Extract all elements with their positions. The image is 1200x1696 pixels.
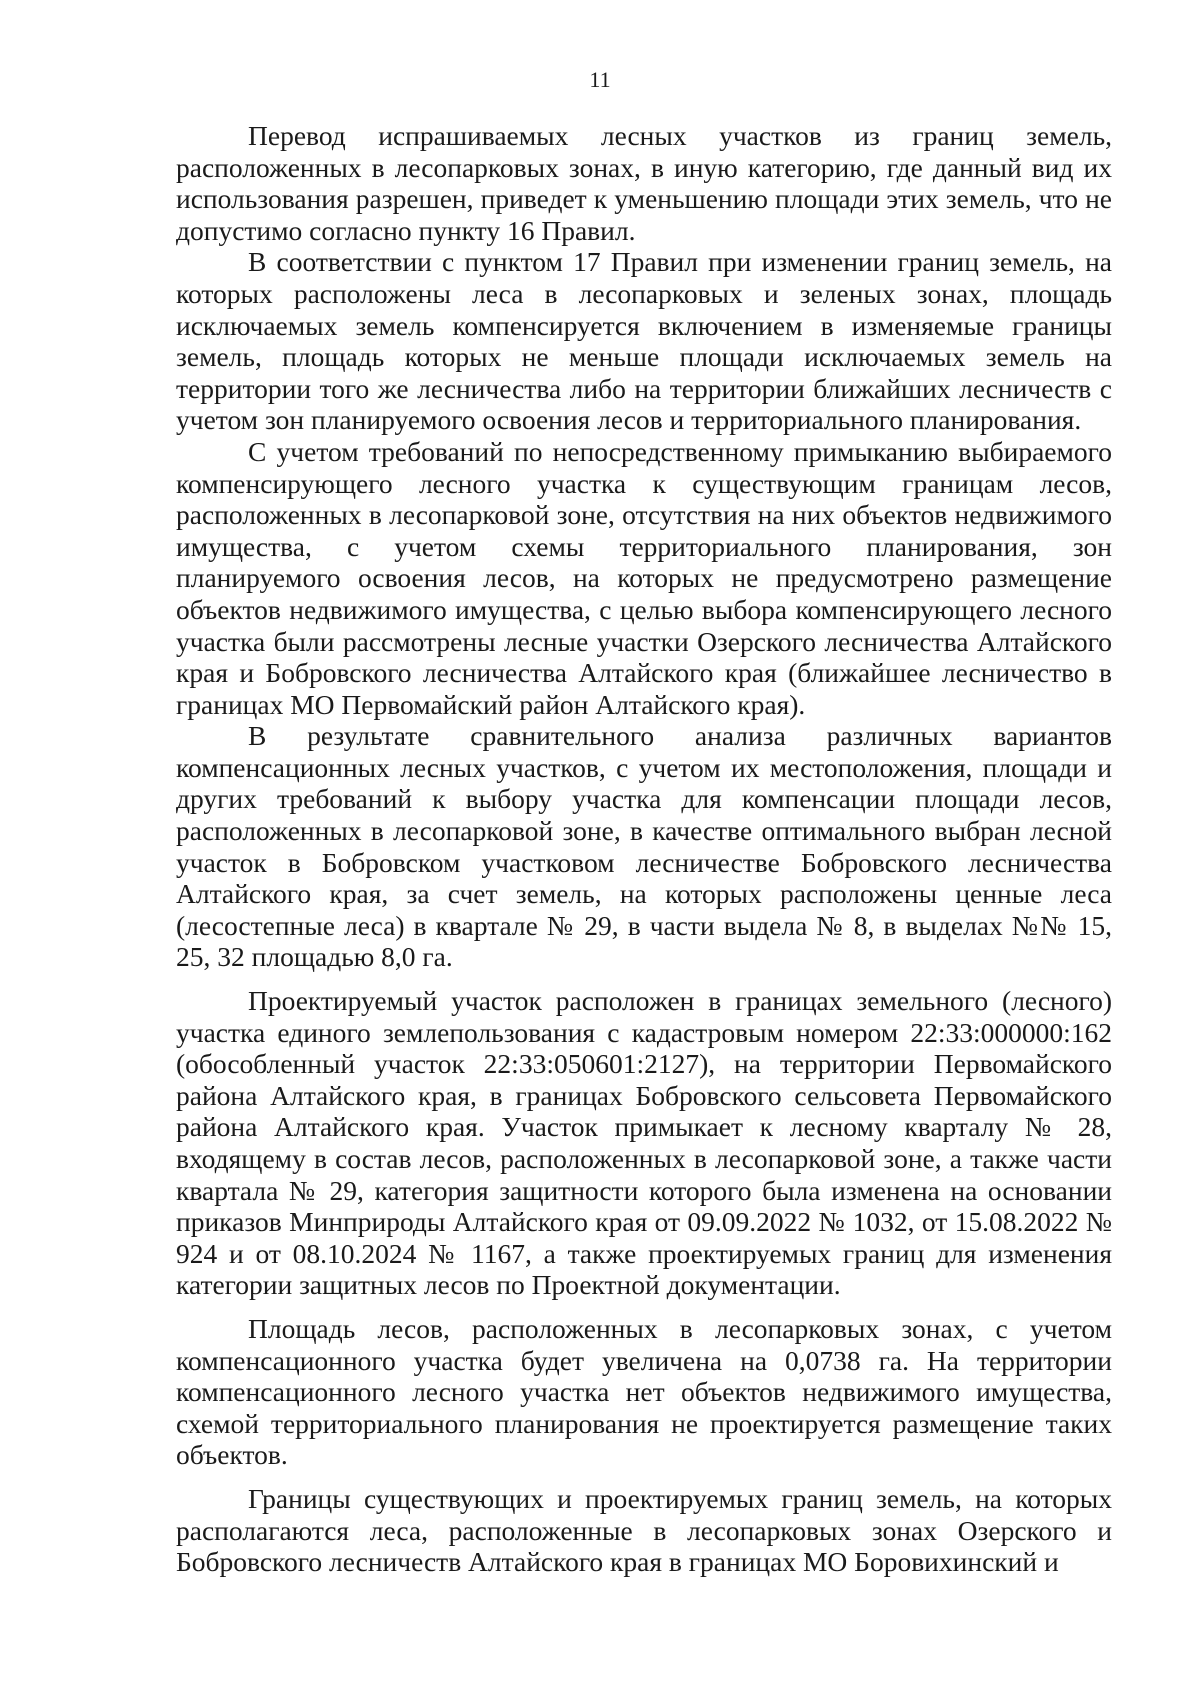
paragraph-6: Площадь лесов, расположенных в лесопарковых зонах, с учетом компенсационного участка будет увеличена на 0,0738 га. На территории компенсационного лесного участка нет объектов недвижимого имущества, схемой территориального планирования не проектируется размещение таких объектов.	[176, 1312, 1112, 1471]
paragraph-7: Границы существующих и проектируемых границ земель, на которых располагаются леса, расположенные в лесопарковых зонах Озерского и Бобровского лесничеств Алтайского края в границах МО Боровихинский и	[176, 1482, 1112, 1578]
paragraph-5: Проектируемый участок расположен в границах земельного (лесного) участка единого землепользования с кадастровым номером 22:33:000000:162 (обособленный участок 22:33:050601:2127), на территории Первомайского района Алтайского края, в границах Бобровского сельсовета Первомайского района Алтайского края. Участок примыкает к лесному кварталу № 28, входящему в состав лесов, расположенных в лесопарковой зоне, а также части квартала № 29, категория защитности которого была изменена на основании приказов Минприроды Алтайского края от 09.09.2022 № 1032, от 15.08.2022 № 924 и от 08.10.2024 № 1167, а также проектируемых границ для изменения категории защитных лесов по Проектной документации.	[176, 985, 1112, 1301]
paragraph-1: Перевод испрашиваемых лесных участков из границ земель, расположенных в лесопарковых зонах, в иную категорию, где данный вид их использования разрешен, приведет к уменьшению площади этих земель, что не допустимо согласно пункту 16 Правил.	[176, 120, 1112, 246]
paragraph-4: В результате сравнительного анализа различных вариантов компенсационных лесных участков, с учетом их местоположения, площади и других требований к выбору участка для компенсации площади лесов, расположенных в лесопарковой зоне, в качестве оптимального выбран лесной участок в Бобровском участковом лесничестве Бобровского лесничества Алтайского края, за счет земель, на которых расположены ценные леса (лесостепные леса) в квартале № 29, в части выдела № 8, в выделах №№ 15, 25, 32 площадью 8,0 га.	[176, 720, 1112, 973]
document-body	[176, 120, 1112, 1578]
paragraph-3: С учетом требований по непосредственному примыканию выбираемого компенсирующего лесного участка к существующим границам лесов, расположенных в лесопарковой зоне, отсутствия на них объектов недвижимого имущества, с учетом схемы территориального планирования, зон планируемого освоения лесов, на которых не предусмотрено размещение объектов недвижимого имущества, с целью выбора компенсирующего лесного участка были рассмотрены лесные участки Озерского лесничества Алтайского края и Бобровского лесничества Алтайского края (ближайшее лесничество в границах МО Первомайский район Алтайского края).	[176, 435, 1112, 720]
page-number: 11	[589, 67, 611, 92]
paragraph-2: В соответствии с пунктом 17 Правил при изменении границ земель, на которых расположены леса в лесопарковых и зеленых зонах, площадь исключаемых земель компенсируется включением в изменяемые границы земель, площадь которых не меньше площади исключаемых земель на территории того же лесничества либо на территории ближайших лесничеств с учетом зон планируемого освоения лесов и территориального планирования.	[176, 246, 1112, 436]
